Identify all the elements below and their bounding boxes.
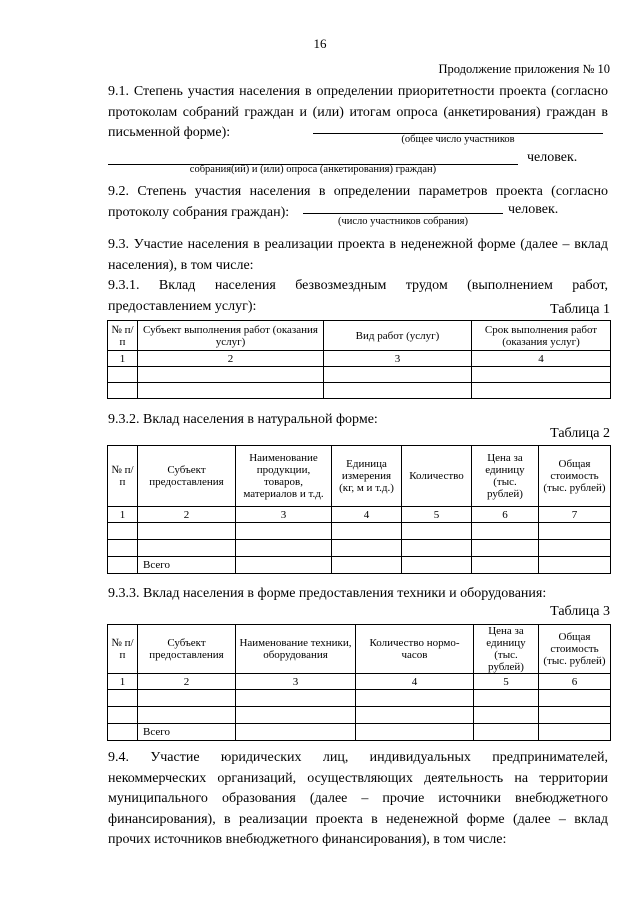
table-1-header: № п/п	[108, 321, 138, 351]
appendix-note: Продолжение приложения № 10	[438, 62, 610, 76]
section-9-1-blank-1	[313, 119, 603, 134]
table-row	[108, 523, 611, 540]
table-3-header-row	[108, 625, 611, 674]
table-3-header: № п/п	[108, 625, 138, 674]
table-1-col-number: 1	[108, 351, 138, 367]
table-3-col-number: 4	[356, 674, 474, 690]
table-row	[108, 540, 611, 557]
section-9-3-text: 9.3. Участие населения в реализации проекта в неденежной форме (далее – вклад населения), в том числе:	[108, 237, 608, 273]
table-2-col-number: 3	[236, 507, 332, 523]
table-2-header: Общая стоимость (тыс. рублей)	[539, 446, 611, 507]
section-9-4-text: 9.4. Участие юридических лиц, индивидуальных предпринимателей, некоммерческих организаций, осуществляющих деятельность на территории муниципального образования (далее – прочие источники внебюджетного финансирования), в реализации проекта в неденежной форме (далее – вклад прочих источников внебюджетного финансирования), в том числе:	[108, 750, 608, 847]
table-2-header-row	[108, 446, 611, 507]
table-1-col-number: 3	[324, 351, 472, 367]
section-9-2-body: 9.2. Степень участия населения в определении параметров проекта (согласно протоколу собрания граждан):	[108, 184, 608, 220]
table-row	[108, 690, 611, 707]
table-1	[107, 320, 611, 399]
table-2-header: Цена за единицу (тыс. рублей)	[472, 446, 539, 507]
section-9-1-caption-1: (общее число участников	[401, 134, 515, 145]
table-3-col-number: 6	[539, 674, 611, 690]
table-row	[108, 367, 611, 383]
table-3-col-number: 2	[138, 674, 236, 690]
section-9-3-1-text: 9.3.1. Вклад населения безвозмездным трудом (выполнением работ, предоставлением услуг):	[108, 278, 608, 314]
section-9-3-3-text: 9.3.3. Вклад населения в форме предоставления техники и оборудования:	[108, 586, 547, 601]
table-2-col-number: 5	[402, 507, 472, 523]
table-row	[108, 383, 611, 399]
table-3-header: Количество нормо-часов	[356, 625, 474, 674]
section-9-1-blank-2	[108, 150, 518, 165]
table-3-header: Наименование техники, оборудования	[236, 625, 356, 674]
table-2-header: Наименование продукции, товаров, материалов и т.д.	[236, 446, 332, 507]
table-3-header: Цена за единицу (тыс. рублей)	[474, 625, 539, 674]
table-3-total-label: Всего	[138, 724, 236, 741]
section-9-1-unit: человек.	[527, 150, 578, 165]
page-number: 16	[313, 36, 327, 51]
table-2-header: № п/п	[108, 446, 138, 507]
table-3-total-row	[108, 724, 611, 741]
table-2-col-number: 7	[539, 507, 611, 523]
section-9-3-2-text: 9.3.2. Вклад населения в натуральной форме:	[108, 412, 378, 427]
table-3-header: Общая стоимость (тыс. рублей)	[539, 625, 611, 674]
table-row	[108, 707, 611, 724]
table-3-caption: Таблица 3	[550, 604, 610, 619]
table-3-header: Субъект предоставления	[138, 625, 236, 674]
table-2-total-row	[108, 557, 611, 574]
table-1-col-number: 4	[472, 351, 611, 367]
table-2-total-label: Всего	[138, 557, 236, 574]
table-2-col-number: 6	[472, 507, 539, 523]
table-1-header: Субъект выполнения работ (оказания услуг)	[138, 321, 324, 351]
table-2-col-number: 2	[138, 507, 236, 523]
section-9-2-unit: человек.	[508, 202, 559, 217]
section-9-2-blank	[303, 199, 503, 214]
table-1-header: Срок выполнения работ (оказания услуг)	[472, 321, 611, 351]
table-2-header: Единица измерения (кг, м и т.д.)	[332, 446, 402, 507]
section-9-2-caption: (число участников собрания)	[338, 216, 468, 227]
table-3-col-number: 1	[108, 674, 138, 690]
table-1-number-row	[108, 351, 611, 367]
table-1-col-number: 2	[138, 351, 324, 367]
table-1-header-row	[108, 321, 611, 351]
table-3	[107, 624, 611, 741]
table-2-header: Субъект предоставления	[138, 446, 236, 507]
section-9-1-caption-2: собрания(ий) и (или) опроса (анкетирования) граждан)	[189, 164, 437, 175]
table-1-header: Вид работ (услуг)	[324, 321, 472, 351]
table-3-col-number: 3	[236, 674, 356, 690]
table-2-number-row	[108, 507, 611, 523]
table-2-caption: Таблица 2	[550, 426, 610, 441]
table-2	[107, 445, 611, 574]
table-2-col-number: 1	[108, 507, 138, 523]
table-3-number-row	[108, 674, 611, 690]
table-3-col-number: 5	[474, 674, 539, 690]
table-1-caption: Таблица 1	[550, 302, 610, 317]
section-9-1-body: 9.1. Степень участия населения в определении приоритетности проекта (согласно протоколам собраний граждан и (или) итогам опроса (анкетирования) граждан в письменной форме):	[108, 84, 608, 140]
table-2-header: Количество	[402, 446, 472, 507]
table-2-col-number: 4	[332, 507, 402, 523]
